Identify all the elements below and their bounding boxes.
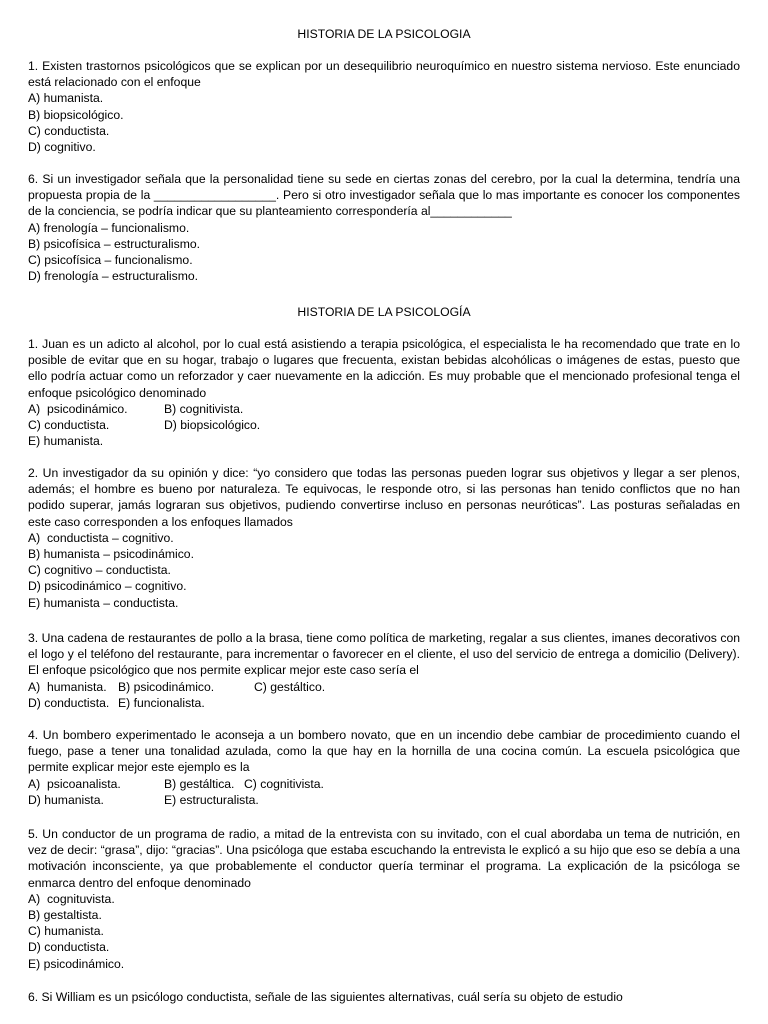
option-d: D) biopsicológico. <box>164 418 261 433</box>
question-stem: 1. Juan es un adicto al alcohol, por lo cual está asistiendo a terapia psicológica, el especialista le ha recomendado que trate en lo posible de evitar que en su hogar, trabajo o lugares que frecuenta, existan bebidas alcohólicas o imágenes de estas, puesto que ello podría actuar como un reforzador y caer nuevamente en la adicción. Es muy probable que el mencionado profesional tenga el enfoque psicológico denominado <box>28 337 740 400</box>
question-6-block <box>28 171 740 284</box>
option-e: E) estructuralista. <box>164 792 259 807</box>
option-e: E) funcionalista. <box>118 695 205 710</box>
option-b: B) psicodinámico. <box>118 679 215 694</box>
question-4-block <box>28 727 740 808</box>
option-a: A) humanista. <box>28 679 107 694</box>
option-d: D) conductista. <box>28 940 110 955</box>
option-b: B) gestáltica. <box>164 776 235 791</box>
option-c: C) cognitivo – conductista. <box>28 563 171 578</box>
section-2-title: HISTORIA DE LA PSICOLOGÍA <box>297 305 471 319</box>
options-row <box>28 776 740 792</box>
question-1-block <box>28 58 740 155</box>
question-6b-block <box>28 989 740 1005</box>
option-b: B) cognitivista. <box>164 401 244 416</box>
option-d: D) humanista. <box>28 792 104 807</box>
options-row <box>28 695 740 711</box>
question-1b-block <box>28 336 740 449</box>
question-stem: 6. Si un investigador señala que la personalidad tiene su sede en ciertas zonas del cerebro, por la cual la determina, tendría una propuesta propia de la __________________. Pero si otro investigador señala que lo mas importante es conocer los componentes de la conciencia, se podría indicar que su planteamiento correspondería al____________ <box>28 172 740 219</box>
option-c: C) conductista. <box>28 123 110 138</box>
question-stem: 3. Una cadena de restaurantes de pollo a la brasa, tiene como política de marketing, regalar a sus clientes, imanes decorativos con el logo y el teléfono del restaurante, para incrementar o favorecer en el cliente, el uso del servicio de entrega a domicilio (Delivery). El enfoque psicológico que nos permite explicar mejor este caso sería el <box>28 631 740 678</box>
option-c: C) cognitivista. <box>244 776 324 791</box>
option-b: B) humanista – psicodinámico. <box>28 547 194 562</box>
options-row <box>28 417 740 433</box>
options-row <box>28 679 740 695</box>
option-d: D) conductista. <box>28 695 110 710</box>
option-b: B) gestaltista. <box>28 908 102 923</box>
option-a: A) psicodinámico. <box>28 401 128 416</box>
option-e: E) humanista. <box>28 434 104 449</box>
question-stem: 1. Existen trastornos psicológicos que se explican por un desequilibrio neuroquímico en nuestro sistema nervioso. Este enunciado está relacionado con el enfoque <box>28 59 740 90</box>
option-a: A) psicoanalista. <box>28 776 121 791</box>
question-2-block <box>28 465 740 611</box>
question-3-block <box>28 630 740 711</box>
option-a: A) conductista – cognitivo. <box>28 530 174 545</box>
option-c: C) gestáltico. <box>254 679 326 694</box>
options-row <box>28 401 740 417</box>
question-stem: 6. Si William es un psicólogo conductista, señale de las siguientes alternativas, cuál sería su objeto de estudio <box>28 990 623 1004</box>
option-a: A) cognituvista. <box>28 891 115 906</box>
option-e: E) psicodinámico. <box>28 956 125 971</box>
option-e: E) humanista – conductista. <box>28 595 179 610</box>
question-stem: 5. Un conductor de un programa de radio, a mitad de la entrevista con su invitado, con el cual abordaba un tema de nutrición, en vez de decir: “grasa”, dijo: “gracias”. Una psicóloga que estaba escuchando la entrevista le explicó a su hijo que eso se debía a una motivación inconsciente, ya que probablemente el conductor quería terminar el programa. La explicación de la psicóloga se enmarca dentro del enfoque denominado <box>28 827 740 890</box>
option-c: C) humanista. <box>28 924 104 939</box>
option-d: D) psicodinámico – cognitivo. <box>28 579 187 594</box>
section-1-title: HISTORIA DE LA PSICOLOGIA <box>297 27 471 41</box>
question-5-block <box>28 826 740 972</box>
option-d: D) frenología – estructuralismo. <box>28 269 199 284</box>
question-stem: 4. Un bombero experimentado le aconseja a un bombero novato, que en un incendio debe cambiar de procedimiento cuando el fuego, pase a tener una tonalidad azulada, como la que hay en la hornilla de una cocina común. La escuela psicológica que permite explicar mejor este ejemplo es la <box>28 728 740 775</box>
question-stem: 2. Un investigador da su opinión y dice: “yo considero que todas las personas pueden lograr sus objetivos y llegar a ser plenos, además; el hombre es bueno por naturaleza. Te equivocas, le responde otro, si las personas han tenido conflictos que no han podido superar, jamás lograran sus objetivos, pudiendo convertirse incluso en personas neuróticas”. Las posturas señaladas en este caso corresponden a los enfoques llamados <box>28 466 740 529</box>
option-c: C) psicofísica – funcionalismo. <box>28 253 193 268</box>
option-c: C) conductista. <box>28 418 110 433</box>
option-b: B) psicofísica – estructuralismo. <box>28 236 201 251</box>
option-a: A) frenología – funcionalismo. <box>28 220 190 235</box>
option-b: B) biopsicológico. <box>28 107 124 122</box>
option-d: D) cognitivo. <box>28 140 96 155</box>
options-row <box>28 792 740 808</box>
option-a: A) humanista. <box>28 91 104 106</box>
